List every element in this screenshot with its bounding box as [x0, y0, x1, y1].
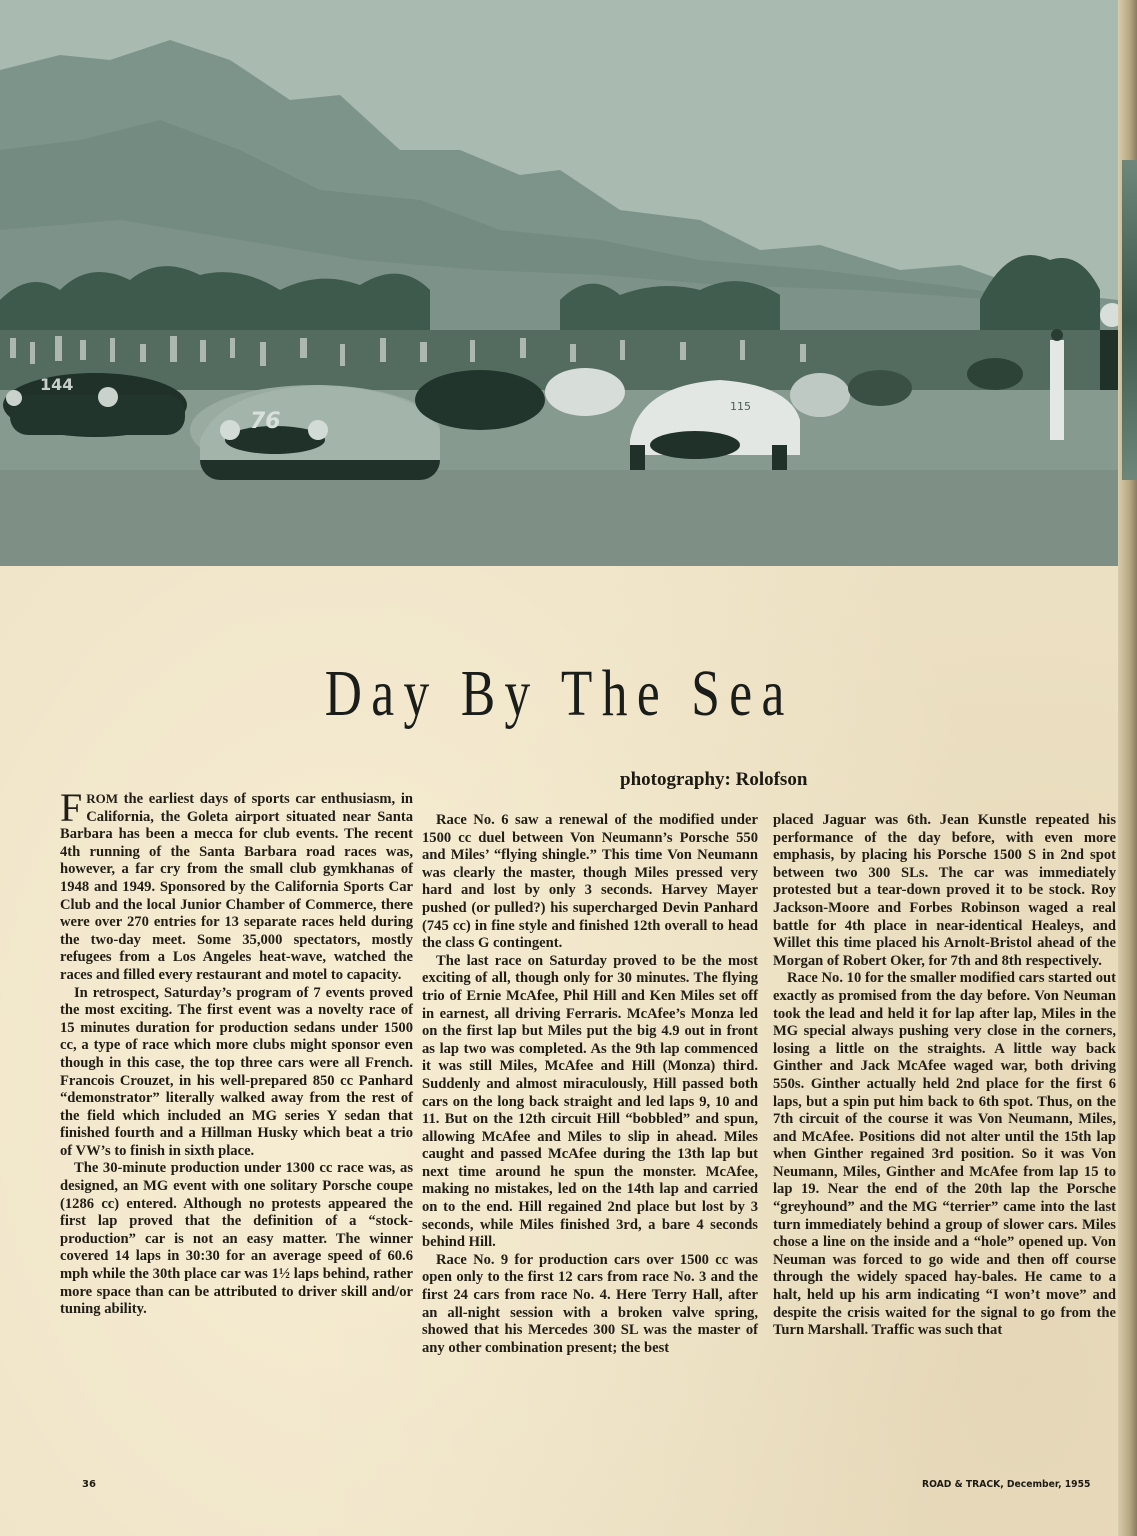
article-column-1 — [60, 785, 413, 1319]
facing-page-photo-strip — [1122, 160, 1137, 480]
lead-in: ROM — [86, 791, 119, 806]
page-number: 36 — [82, 1479, 96, 1490]
paragraph: Race No. 10 for the smaller modified cars started out exactly as promised from the day before. Von Neuman took the lead and held it for lap after lap, Miles in the MG special always pushing very close in the corners, losing a little on the straights. A little way back Ginther and Jack McAfee waged war, both driving 550s. Ginther actually held 2nd place for the first 6 laps, but a spin put him back to 6th spot. Thus, on the 7th circuit of the course it was Von Neumann, Miles, and McAfee. Positions did not alter until the 15th lap when Ginther regained 3rd position. So it was Von Neumann, Miles, Ginther and McAfee from lap 15 to lap 19. Near the end of the 20th lap the Porsche “greyhound” and the MG “terrier” came into the last turn immediately behind a group of slower cars. Miles chose a line on the inside and a “hole” opened up. Von Neuman was forced to go wide and then off course through the widely spaced hay-bales. He came to a halt, held up his arm indicating “I won’t move” and despite the crisis waited for the signal to go from the Turn Marshall. Traffic was such that — [773, 970, 1116, 1339]
car-144 — [3, 373, 187, 437]
photo-illustration — [0, 0, 1118, 566]
drop-cap: F — [60, 785, 83, 830]
svg-text:144: 144 — [40, 375, 74, 394]
paragraph: The 30-minute production under 1300 cc race was, as designed, an MG event with one solitary Porsche coupe (1286 cc) entered. Although no protests appeared the first lap proved that the definition of a “stock-production” car is not an easy matter. The winner covered 14 laps in 30:30 for an average speed of 60.6 mph while the 30th place car was 1½ laps behind, rather more space than can be attributed to driver skill and/or tuning ability. — [60, 1160, 413, 1318]
paragraph: The last race on Saturday proved to be the most exciting of all, though only for 30 minutes. The flying trio of Ernie McAfee, Phil Hill and Ken Miles set off in earnest, all driving Ferraris. McAfee’s Monza led on the first lap but Miles put the big 4.9 out in front as lap two was completed. As the 9th lap commenced it was still Miles, McAfee and Hill (Monza) third. Suddenly and almost miraculously, Hill passed both cars on the long back straight and led laps 9, 10 and 11. But on the 12th circuit Hill “bobbled” and spun, allowing McAfee and Miles to slip in ahead. Miles caught and passed McAfee during the 13th lap but next time around he spun the monster. McAfee, making no mistakes, led on the 14th lap and carried on to the end. Hill regained 2nd place but lost by 3 seconds, while Miles finished 3rd, a bare 4 seconds behind Hill. — [422, 952, 758, 1251]
paragraph-text: the earliest days of sports car enthusiasm, in California, the Goleta airport situated near Santa Barbara has been a mecca for club events. The recent 4th running of the Santa Barbara road races was, however, a far cry from the small club gymkhanas of 1948 and 1949. Sponsored by the California Sports Car Club and the local Junior Chamber of Commerce, there were over 270 entries for 13 separate races held during the two-day meet. Some 35,000 spectators, mostly refugees from a Los Angeles heat-wave, watched the races and filled every restaurant and motel to capacity. — [60, 791, 413, 983]
photo-credit: photography: Rolofson — [620, 769, 808, 790]
paragraph: Race No. 6 saw a renewal of the modified under 1500 cc duel between Von Neumann’s Porsche 550 and Miles’ “flying shingle.” This time Von Neumann was clearly the master, though Miles pressed very hard and lost by only 3 seconds. Harvey Mayer pushed (or pulled?) his supercharged Devin Panhard (745 cc) in fine style and finished 12th overall to head the class G contingent. — [422, 812, 758, 952]
paragraph: In retrospect, Saturday’s program of 7 events proved the most exciting. The first event was a novelty race of 15 minutes duration for production sedans under 1500 cc, a type of race which more clubs might sponsor even though in this case, the top three cars were all French. Francois Crouzet, in his well-prepared 850 cc Panhard “demonstrator” literally walked away from the rest of the field which included an MG series Y sedan that finished fourth and a Hillman Husky which beat a trio of VW’s to finish in sixth place. — [60, 984, 413, 1159]
car-76 — [190, 385, 440, 480]
article-column-2 — [422, 812, 758, 1357]
flagman — [1050, 329, 1064, 440]
race-start-photo — [0, 0, 1118, 566]
paragraph-continued: placed Jaguar was 6th. Jean Kunstle repeated his performance of the day before, with even more emphasis, by placing his Porsche 1500 S in 2nd spot between two 300 SLs. The car was immediately protested but a tear-down proved it to be stock. Roy Jackson-Moore and Forbes Robinson waged a real battle for 4th place in near-identical Healeys, and Willet this time placed his Arnolt-Bristol ahead of the Morgan of Robert Oker, for 7th and 8th respectively. — [773, 812, 1116, 969]
svg-text:115: 115 — [730, 400, 751, 413]
article-title: Day By The Sea — [324, 657, 794, 731]
publication-footer: ROAD & TRACK, December, 1955 — [922, 1479, 1091, 1490]
paragraph: Race No. 9 for production cars over 1500 cc was open only to the first 12 cars from race No. 3 and the first 24 cars from race No. 4. Here Terry Hall, after an all-night session with a broken valve spring, showed that his Mercedes 300 SL was the master of any other combination present; the best — [422, 1251, 758, 1356]
article-column-3 — [773, 812, 1116, 1340]
paragraph-intro — [60, 785, 413, 985]
svg-text:76: 76 — [250, 409, 281, 434]
